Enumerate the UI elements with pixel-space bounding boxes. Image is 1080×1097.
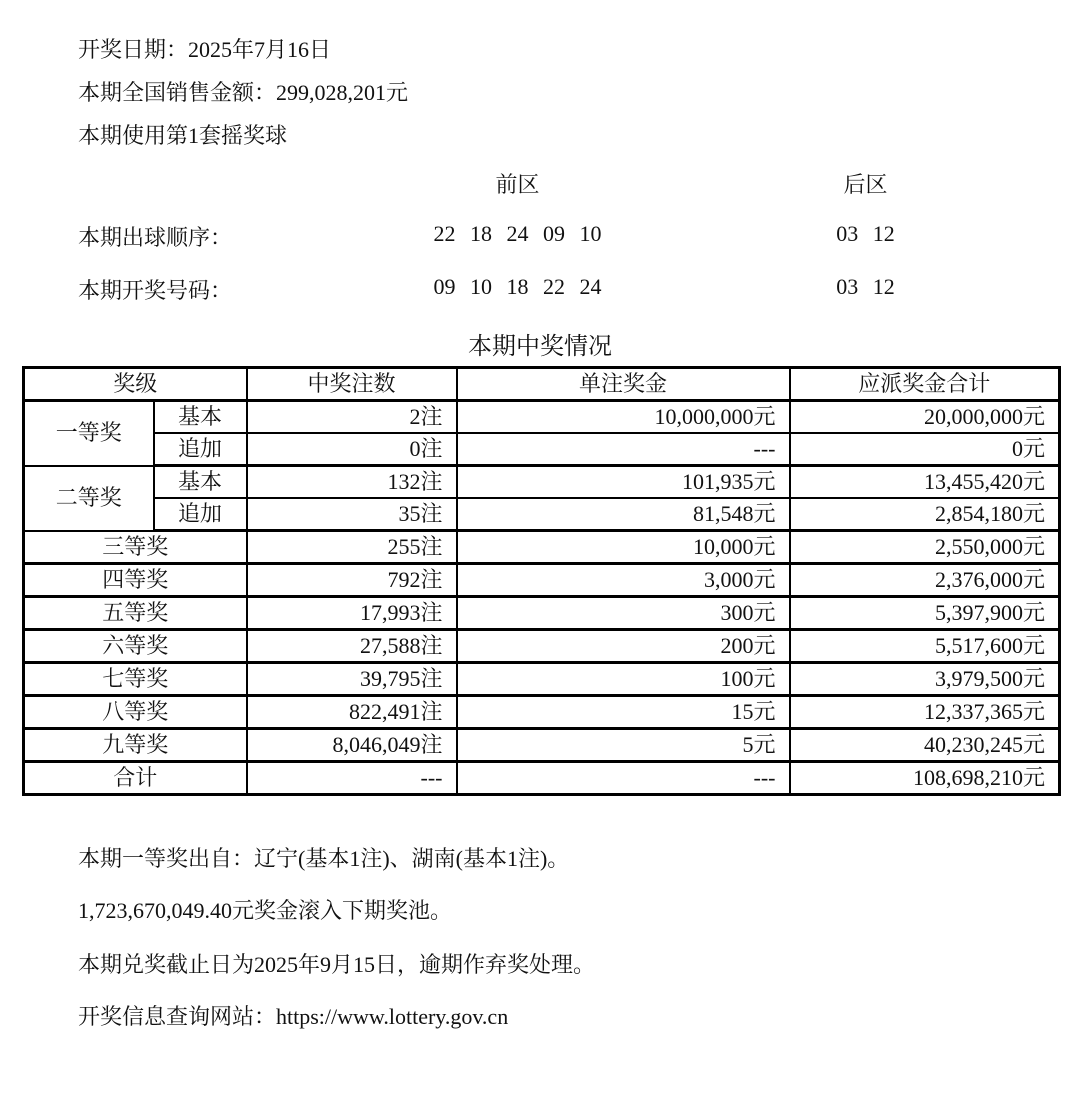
prize-name-cell: 八等奖 [24, 696, 247, 729]
prize-name-cell: 七等奖 [24, 663, 247, 696]
count-cell: 17,993注 [247, 597, 457, 630]
count-cell: 35注 [247, 498, 457, 531]
note-jackpot-rollover: 1,723,670,049.40元奖金滚入下期奖池。 [78, 898, 453, 923]
count-cell: 8,046,049注 [247, 729, 457, 762]
single-prize-cell: 5元 [457, 729, 790, 762]
note-first-prize-origin: 本期一等奖出自：辽宁(基本1注)、湖南(基本1注)。 [78, 846, 570, 871]
total-prize-cell: 5,397,900元 [790, 597, 1060, 630]
table-row-ninth-prize [24, 729, 1060, 762]
single-prize-cell: 10,000元 [457, 531, 790, 564]
prize-name-cell: 一等奖 [24, 401, 154, 466]
table-row-second-prize-append [24, 498, 1060, 531]
table-row-fifth-prize [24, 597, 1060, 630]
table-row-fourth-prize [24, 564, 1060, 597]
single-prize-cell: 10,000,000元 [457, 401, 790, 434]
winning-numbers-front-numbers: 09 10 18 22 24 [433, 274, 602, 299]
sub-type-cell: 追加 [154, 498, 247, 531]
note-redeem-deadline: 本期兑奖截止日为2025年9月15日，逾期作弃奖处理。 [78, 952, 596, 977]
note-query-website: 开奖信息查询网站：https://www.lottery.gov.cn [78, 1004, 509, 1029]
single-prize-cell: --- [457, 762, 790, 795]
single-prize-cell: 100元 [457, 663, 790, 696]
total-prize-cell: 20,000,000元 [790, 401, 1060, 434]
table-row-first-prize-basic [24, 401, 1060, 434]
winning-numbers-row [0, 274, 1080, 303]
table-row-seventh-prize [24, 663, 1060, 696]
count-cell: 2注 [247, 401, 457, 434]
ball-set-line: 本期使用第1套摇奖球 [78, 123, 288, 148]
draw-order-back-numbers: 03 12 [836, 221, 895, 246]
sub-type-cell: 追加 [154, 433, 247, 466]
count-cell: 792注 [247, 564, 457, 597]
sub-type-cell: 基本 [154, 466, 247, 499]
total-prize-cell: 2,854,180元 [790, 498, 1060, 531]
single-prize-cell: 81,548元 [457, 498, 790, 531]
total-prize-cell: 0元 [790, 433, 1060, 466]
count-cell: --- [247, 762, 457, 795]
total-prize-cell: 13,455,420元 [790, 466, 1060, 499]
table-row-total [24, 762, 1060, 795]
header-winning-count: 中奖注数 [247, 368, 457, 401]
count-cell: 255注 [247, 531, 457, 564]
total-prize-cell: 5,517,600元 [790, 630, 1060, 663]
draw-order-front-numbers: 22 18 24 09 10 [433, 221, 602, 246]
draw-date-line: 开奖日期：2025年7月16日 [78, 37, 332, 62]
count-cell: 27,588注 [247, 630, 457, 663]
winning-numbers-label: 本期开奖号码： [78, 278, 233, 303]
table-row-sixth-prize [24, 630, 1060, 663]
draw-order-label: 本期出球顺序： [78, 225, 233, 250]
header-single-prize: 单注奖金 [457, 368, 790, 401]
winning-numbers-back-numbers: 03 12 [836, 274, 895, 299]
front-zone-label: 前区 [495, 172, 540, 197]
back-zone-label: 后区 [843, 172, 888, 197]
single-prize-cell: 200元 [457, 630, 790, 663]
draw-order-row [0, 221, 1080, 250]
table-row-eighth-prize [24, 696, 1060, 729]
single-prize-cell: 101,935元 [457, 466, 790, 499]
table-row-third-prize [24, 531, 1060, 564]
prize-name-cell: 六等奖 [24, 630, 247, 663]
count-cell: 0注 [247, 433, 457, 466]
header-prize-level: 奖级 [24, 368, 247, 401]
prize-name-cell: 三等奖 [24, 531, 247, 564]
prize-name-cell: 五等奖 [24, 597, 247, 630]
count-cell: 132注 [247, 466, 457, 499]
total-prize-cell: 108,698,210元 [790, 762, 1060, 795]
prize-name-cell: 四等奖 [24, 564, 247, 597]
single-prize-cell: --- [457, 433, 790, 466]
total-prize-cell: 2,550,000元 [790, 531, 1060, 564]
table-header-row [24, 368, 1060, 401]
total-prize-cell: 12,337,365元 [790, 696, 1060, 729]
single-prize-cell: 15元 [457, 696, 790, 729]
total-prize-cell: 40,230,245元 [790, 729, 1060, 762]
prize-table [22, 366, 1061, 796]
total-label-cell: 合计 [24, 762, 247, 795]
prize-table-title: 本期中奖情况 [468, 334, 612, 360]
sub-type-cell: 基本 [154, 401, 247, 434]
prize-name-cell: 九等奖 [24, 729, 247, 762]
sales-amount-line: 本期全国销售金额：299,028,201元 [78, 80, 409, 105]
single-prize-cell: 300元 [457, 597, 790, 630]
total-prize-cell: 2,376,000元 [790, 564, 1060, 597]
single-prize-cell: 3,000元 [457, 564, 790, 597]
count-cell: 39,795注 [247, 663, 457, 696]
prize-name-cell: 二等奖 [24, 466, 154, 531]
total-prize-cell: 3,979,500元 [790, 663, 1060, 696]
count-cell: 822,491注 [247, 696, 457, 729]
header-total-payout: 应派奖金合计 [790, 368, 1060, 401]
table-row-first-prize-append [24, 433, 1060, 466]
table-row-second-prize-basic [24, 466, 1060, 499]
